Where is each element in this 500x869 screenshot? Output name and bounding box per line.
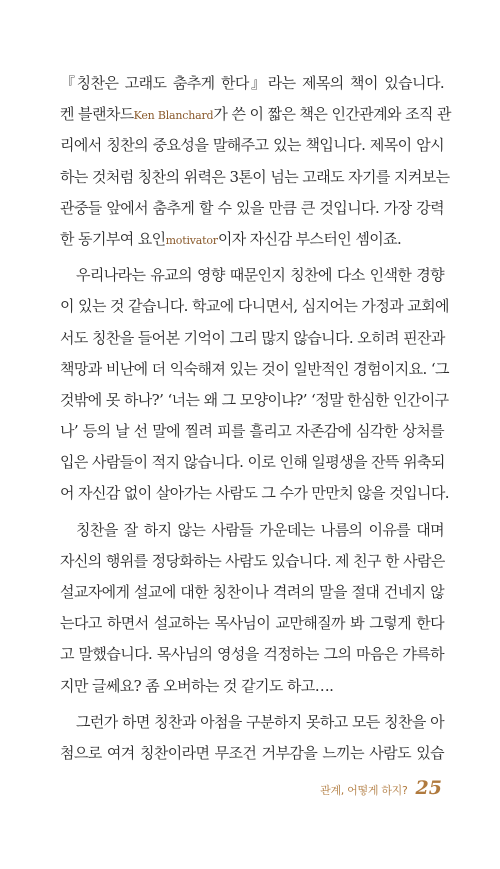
text-line: 자신의 행위를 정당화하는 사람도 있습니다. 제 친구 한 사람은 (60, 551, 445, 570)
text-line: 『칭찬은 고래도 춤추게 한다』라는 제목의 책이 있습니다. (60, 74, 444, 92)
text-line: 는다고 하면서 설교하는 목사님이 교만해질까 봐 그렇게 한다 (60, 614, 444, 633)
text-line: 이 있는 것 같습니다. 학교에 다니면서, 심지어는 가정과 교회에 (60, 297, 449, 316)
author-english: Ken Blanchard (133, 109, 214, 123)
text-line (60, 224, 444, 255)
text-line: 서도 칭찬을 들어본 기억이 그리 많지 않습니다. 오히려 핀잔과 (60, 328, 445, 347)
text-line: 입은 사람들이 적지 않습니다. 이로 인해 일평생을 잔뜩 위축되 (60, 453, 445, 472)
text-line: 관중들 앞에서 춤추게 할 수 있을 만큼 큰 것입니다. 가장 강력 (60, 198, 444, 217)
paragraph-3 (60, 515, 444, 702)
paragraph-1 (60, 68, 451, 255)
text-line: 것밖에 못 하나?’ ‘너는 왜 그 모양이냐?’ ‘정말 한심한 인간이구 (60, 390, 449, 409)
paragraph-4 (60, 707, 444, 769)
text-line: 책망과 비난에 더 익숙해져 있는 것이 일반적인 경험이지요. ‘그 (60, 359, 449, 378)
text-line: 지만 글쎄요? 좀 오버하는 것 같기도 하고…. (60, 676, 334, 695)
text-line: 설교자에게 설교에 대한 칭찬이나 격려의 말을 절대 건네지 않 (60, 583, 444, 601)
text-line: 고 말했습니다. 목사님의 영성을 걱정하는 그의 마음은 갸륵하 (60, 645, 444, 664)
text-fragment: 가 쓴 이 짧은 책은 인간관계와 조직 관 (213, 105, 451, 124)
text-line: 첨으로 여겨 칭찬이라면 무조건 거부감을 느끼는 사람도 있습 (60, 743, 444, 762)
page-number: 25 (415, 777, 442, 799)
text-line: 어 자신감 없이 살아가는 사람도 그 수가 만만치 않을 것입니다. (60, 484, 449, 503)
running-title: 관계, 어떻게 하지? (320, 784, 408, 797)
text-fragment: 한 동기부여 요인 (60, 229, 166, 248)
text-line: 하는 것처럼 칭찬의 위력은 3톤이 넘는 고래도 자기를 지켜보는 (60, 167, 450, 186)
term-english: motivator (165, 233, 218, 247)
author-korean: 켄 블랜차드 (60, 105, 134, 124)
text-fragment: 이자 자신감 부스터인 셈이죠. (217, 229, 402, 248)
body-text (60, 68, 451, 774)
text-line: 그런가 하면 칭찬과 아첨을 구분하지 못하고 모든 칭찬을 아 (76, 712, 444, 731)
page-footer (320, 777, 442, 799)
paragraph-2 (60, 260, 449, 510)
text-line (60, 99, 451, 130)
text-line: 칭찬을 잘 하지 않는 사람들 가운데는 나름의 이유를 대며 (76, 520, 444, 539)
text-line: 우리나라는 유교의 영향 때문인지 칭찬에 다소 인색한 경향 (76, 266, 444, 285)
text-line: 리에서 칭찬의 중요성을 말해주고 있는 책입니다. 제목이 암시 (60, 136, 444, 155)
text-line: 나’ 등의 날 선 말에 찔려 피를 흘리고 자존감에 심각한 상처를 (60, 422, 444, 441)
